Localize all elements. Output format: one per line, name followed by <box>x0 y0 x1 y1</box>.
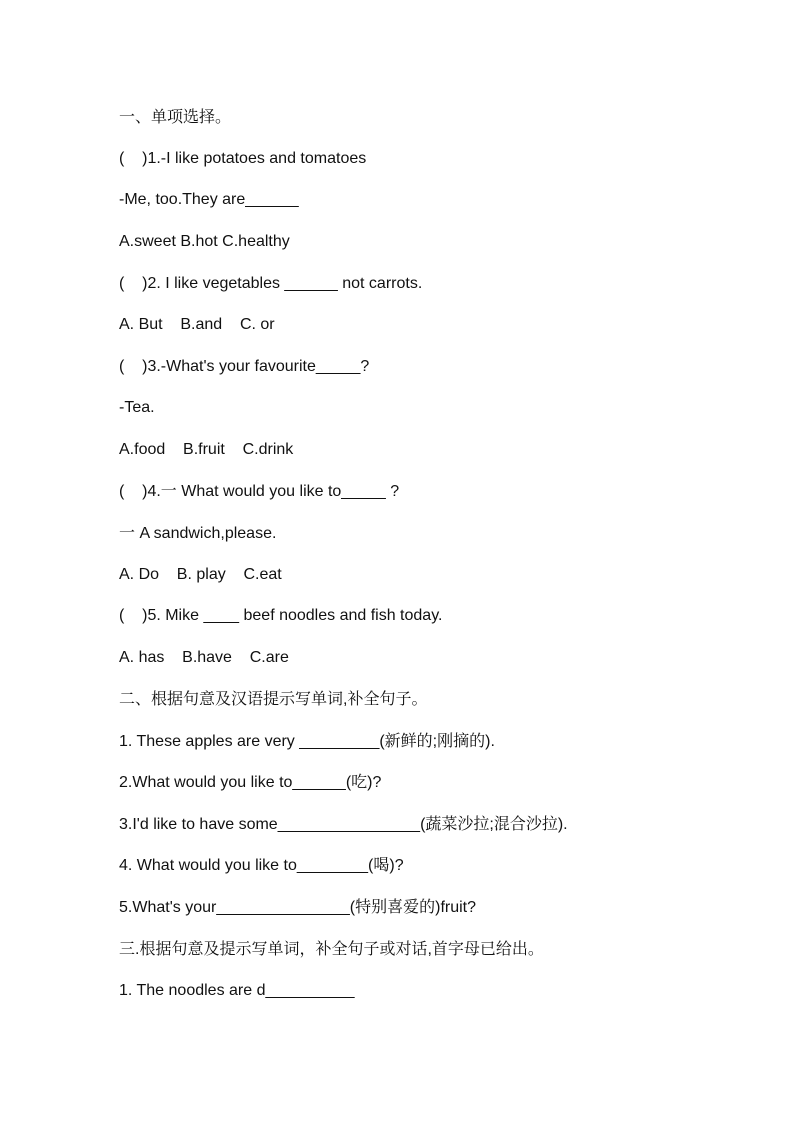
question-4-options: A. Do B. play C.eat <box>119 566 282 583</box>
section-2-question-1: 1. These apples are very _________(新鲜的;刚摘的). <box>119 733 495 750</box>
section-2-question-2: 2.What would you like to______(吃)? <box>119 774 382 791</box>
question-3-reply: -Tea. <box>119 399 155 416</box>
question-2-options: A. But B.and C. or <box>119 316 275 333</box>
question-1-reply: -Me, too.They are______ <box>119 191 299 208</box>
section-3-title: 三.根据句意及提示写单词，补全句子或对话,首字母已给出。 <box>119 941 544 958</box>
question-3-stem: ( )3.-What's your favourite_____? <box>119 358 370 375</box>
section-2-question-3: 3.I'd like to have some________________(蔬菜沙拉;混合沙拉). <box>119 816 568 833</box>
question-3-options: A.food B.fruit C.drink <box>119 441 294 458</box>
section-2-question-5: 5.What's your_______________(特别喜爱的)fruit? <box>119 899 477 916</box>
section-2-question-4: 4. What would you like to________(喝)? <box>119 857 404 874</box>
question-1-stem: ( )1.-I like potatoes and tomatoes <box>119 150 367 167</box>
question-4-stem: ( )4.一 What would you like to_____ ? <box>119 483 400 500</box>
section-1-title: 一、单项选择。 <box>119 109 232 126</box>
question-5-options: A. has B.have C.are <box>119 649 289 666</box>
question-1-options: A.sweet B.hot C.healthy <box>119 233 290 250</box>
section-2-title: 二、根据句意及汉语提示写单词,补全句子。 <box>119 691 428 708</box>
section-3-question-1: 1. The noodles are d__________ <box>119 982 355 999</box>
question-5-stem: ( )5. Mike ____ beef noodles and fish today. <box>119 607 443 624</box>
question-2-stem: ( )2. I like vegetables ______ not carrots. <box>119 275 423 292</box>
question-4-reply: 一 A sandwich,please. <box>119 525 277 542</box>
